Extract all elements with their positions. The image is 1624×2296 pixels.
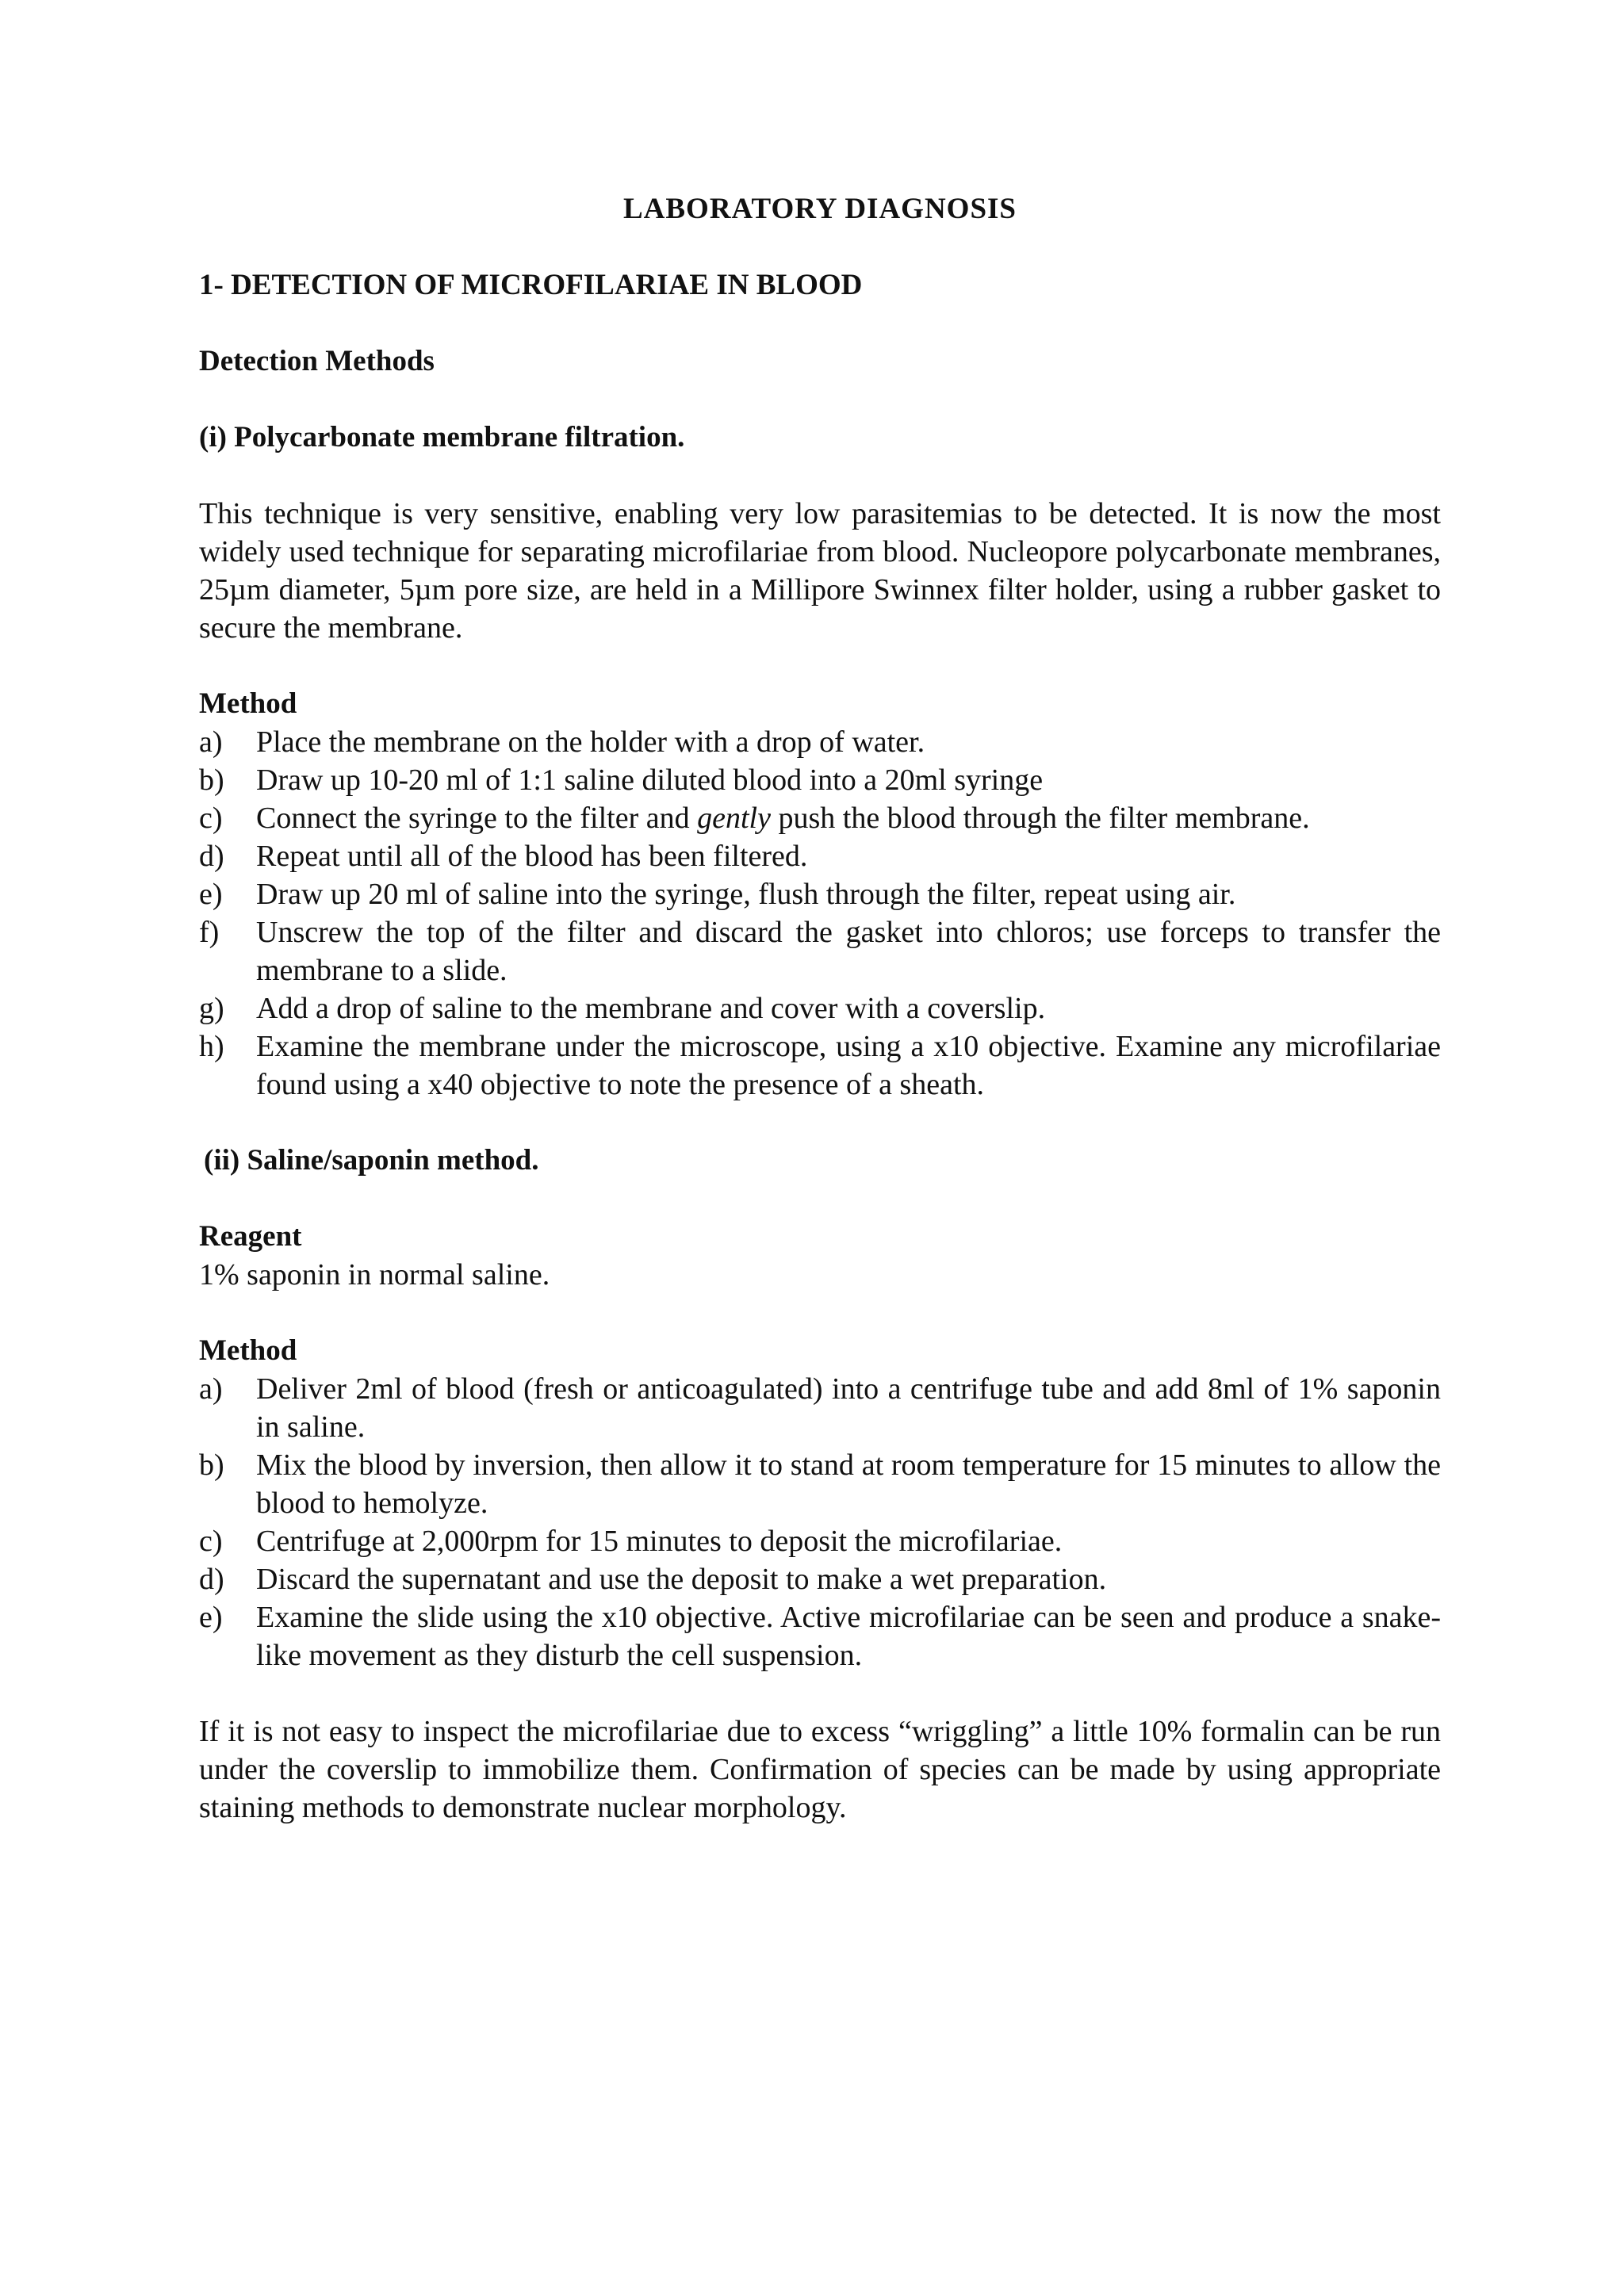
method1-step <box>199 799 1441 837</box>
step-marker: f) <box>199 916 220 949</box>
closing-paragraph: If it is not easy to inspect the microfilariae due to excess “wriggling” a little 10% formalin can be run under the coverslip to immobilize them. Confirmation of species can be made by using appropriate staining methods to demonstrate nuclear morphology. <box>199 1715 1441 1824</box>
step-text: Add a drop of saline to the membrane and cover with a coverslip. <box>256 992 1046 1025</box>
detection-methods-heading: Detection Methods <box>199 345 435 377</box>
method1-step <box>199 875 1441 913</box>
step-marker: a) <box>199 1372 223 1406</box>
step-marker: a) <box>199 725 223 759</box>
step-text: Examine the slide using the x10 objective. Active microfilariae can be seen and produce a snake-like movement as they disturb the cell suspension. <box>256 1601 1441 1672</box>
step-marker: c) <box>199 802 223 835</box>
method1-steps-list <box>199 723 1441 1104</box>
method2-step <box>199 1598 1441 1674</box>
method1-step <box>199 913 1441 989</box>
step-marker: b) <box>199 763 224 797</box>
step-marker: d) <box>199 840 224 873</box>
step-text: Mix the blood by inversion, then allow it to stand at room temperature for 15 minutes to allow the blood to hemolyze. <box>256 1448 1441 1520</box>
step-marker: c) <box>199 1525 223 1558</box>
method2-step <box>199 1370 1441 1446</box>
step-text: Discard the supernatant and use the deposit to make a wet preparation. <box>256 1563 1107 1596</box>
method2-title: (ii) Saline/saponin method. <box>204 1144 539 1177</box>
method2-method-label: Method <box>199 1334 297 1367</box>
step-marker: e) <box>199 878 223 911</box>
method1-step <box>199 1027 1441 1104</box>
step-text: Place the membrane on the holder with a drop of water. <box>256 725 925 759</box>
step-marker: b) <box>199 1448 224 1482</box>
method1-step <box>199 837 1441 875</box>
method1-step <box>199 989 1441 1027</box>
step-text: Deliver 2ml of blood (fresh or anticoagulated) into a centrifuge tube and add 8ml of 1% saponin in saline. <box>256 1372 1441 1444</box>
step-text: Examine the membrane under the microscope, using a x10 objective. Examine any microfilariae found using a x40 objective to note the presence of a sheath. <box>256 1030 1441 1101</box>
method1-step <box>199 761 1441 799</box>
step-text: Centrifuge at 2,000rpm for 15 minutes to deposit the microfilariae. <box>256 1525 1063 1558</box>
step-text: Unscrew the top of the filter and discard the gasket into chloros; use forceps to transfer the membrane to a slide. <box>256 916 1441 987</box>
step-text: Draw up 20 ml of saline into the syringe, flush through the filter, repeat using air. <box>256 878 1236 911</box>
step-marker: e) <box>199 1601 223 1634</box>
document-page <box>199 190 1441 1865</box>
document-title: LABORATORY DIAGNOSIS <box>622 193 1017 225</box>
step-marker: h) <box>199 1030 224 1063</box>
method1-step <box>199 723 1441 761</box>
method1-method-label: Method <box>199 687 297 720</box>
step-marker: d) <box>199 1563 224 1596</box>
method2-step <box>199 1522 1441 1560</box>
method2-step <box>199 1446 1441 1522</box>
step-marker: g) <box>199 992 224 1025</box>
reagent-label: Reagent <box>199 1220 302 1253</box>
step-text-after: push the blood through the filter membrane. <box>770 802 1310 835</box>
method2-step <box>199 1560 1441 1598</box>
reagent-text: 1% saponin in normal saline. <box>199 1258 550 1292</box>
step-emphasis: gently <box>697 802 771 835</box>
method1-title: (i) Polycarbonate membrane filtration. <box>199 421 685 453</box>
method2-steps-list <box>199 1370 1441 1674</box>
method1-intro: This technique is very sensitive, enabling very low parasitemias to be detected. It is now the most widely used technique for separating microfilariae from blood. Nucleopore polycarbonate membranes, 25µm diameter, 5µm pore size, are held in a Millipore Swinnex filter holder, using a rubber gasket to secure the membrane. <box>199 497 1441 645</box>
step-text-before: Connect the syringe to the filter and <box>256 802 698 835</box>
step-text: Repeat until all of the blood has been filtered. <box>256 840 808 873</box>
section-heading: 1- DETECTION OF MICROFILARIAE IN BLOOD <box>199 269 863 301</box>
step-text: Draw up 10-20 ml of 1:1 saline diluted blood into a 20ml syringe <box>256 763 1044 797</box>
